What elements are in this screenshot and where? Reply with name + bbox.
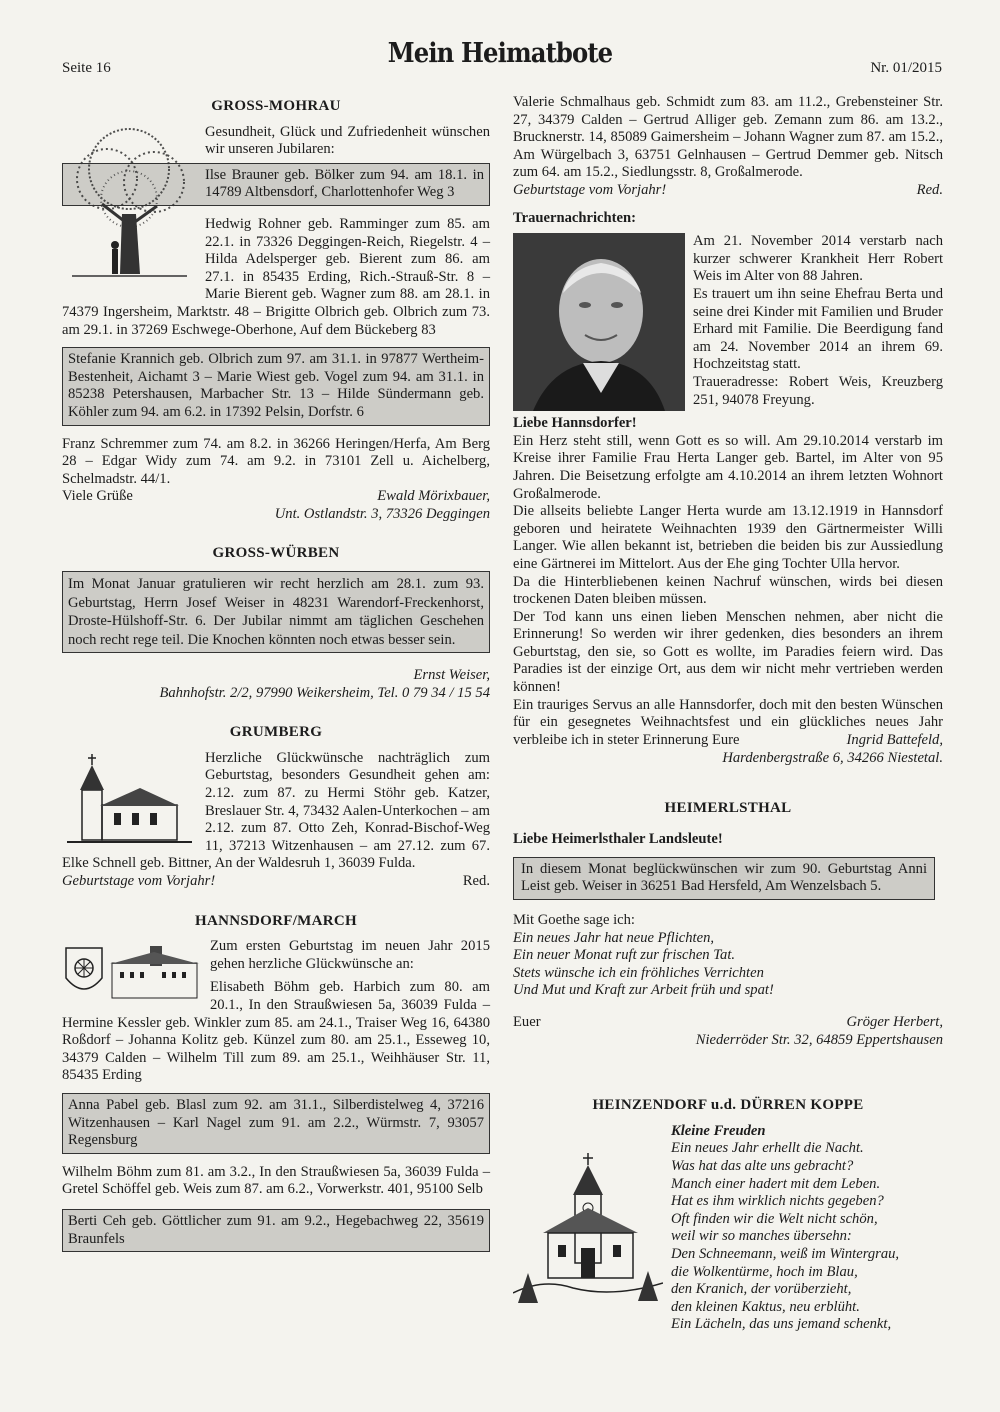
- hm-box-2: Berti Ceh geb. Göttlicher zum 91. am 9.2., Hegebachweg 22, 35619 Braunfels: [62, 1209, 490, 1252]
- he-box: In diesem Monat beglückwünschen wir zum 90. Geburtstag Anni Leist geb. Weiser in 36251 Bad Hersfeld, Am Wenzelsbach 5.: [513, 857, 935, 900]
- he-signature-address: Niederröder Str. 32, 64859 Eppertshausen: [695, 1031, 943, 1048]
- gm-box-2: Stefanie Krannich geb. Olbrich zum 97. am 31.1. in 97877 Wertheim-Bestenheit, Aichamt 3 – Marie Wiest geb. Vogel zum 94. am 31.1. in 85238 Petershausen, Marbacher Str. 13 – Hilde Sündermann geb. Köhler zum 94. am 6.2. in 17392 Pelsin, Dorfstr. 6: [62, 347, 490, 425]
- poem-line: Oft finden wir die Welt nicht schön,: [671, 1210, 878, 1227]
- section-title-heimerlsthal: HEIMERLSTHAL: [664, 799, 792, 816]
- masthead-logo: Mein Heimatbote: [387, 38, 613, 69]
- hm-paragraph-1: Elisabeth Böhm geb. Harbich zum 80. am 20.1., In den Straußwiesen 5a, 36039 Fulda – Hermine Kessler geb. Winkler zum 85. am 24.1., Traiser Weg 16, 64380 Roßdorf – Johanna Kolitz geb. Künzel zum 80. am 25.1., Esseweg 10, 34379 Calden – Wilhelm Till zum 89. am 25.1., Weihhäuser Str. 11, 85435 Erding: [62, 979, 490, 1084]
- poem-line: Manch einer hadert mit dem Leben.: [671, 1175, 881, 1192]
- rc-red: Red.: [916, 181, 943, 198]
- left-column: [62, 94, 490, 1262]
- section-title-grumberg: GRUMBERG: [229, 724, 323, 741]
- poem-line: Hat es ihm wirklich nichts gegeben?: [671, 1193, 884, 1210]
- page-number: Seite 16: [62, 60, 111, 76]
- gm-intro: Gesundheit, Glück und Zufriedenheit wünschen wir unseren Jubilaren:: [205, 123, 490, 158]
- he-signature-name: Gröger Herbert,: [846, 1013, 943, 1030]
- gm-paragraph-1: Hedwig Rohner geb. Ramminger zum 85. am 22.1. in 73326 Deggingen-Reich, Riegelstr. 4 – Hilda Adelsperger geb. Bierent zum 86. am 27.1. in 85435 Erding, Rich.-Strauß-Str. 8 – Marie Bierent geb. Wagner zum 88. am 28.1. in 74379 Ingersheim, Marktstr. 48 – Brigitte Olbrich geb. Olbrich zum 73. am 29.1. in 37269 Eschwege-Oberhone, Auf dem Bückeberg 83: [62, 215, 490, 338]
- section-title-gross-mohrau: GROSS-MOHRAU: [211, 98, 341, 114]
- poem-line: den Kranich, der vorüberzieht,: [671, 1281, 852, 1298]
- poem-line: Ein neues Jahr hat neue Pflichten,: [513, 929, 715, 946]
- gw-signature-address: Bahnhofstr. 2/2, 97990 Weikersheim, Tel. 0 79 34 / 15 54: [159, 684, 490, 701]
- poem-line: Und Mut und Kraft zur Arbeit früh und spat!: [513, 982, 774, 999]
- lh-title: Liebe Hannsdorfer!: [513, 415, 637, 432]
- gr-red: Red.: [462, 873, 490, 889]
- chapel-illustration: [513, 1153, 663, 1313]
- lh-paragraph-2: Die allseits beliebte Langer Herta wurde am 13.12.1919 in Hannsdorf geboren und heiratete Weihnachten 1939 den Gärtnermeister Willi Langer. Wie allen bekannt ist, betrieben die beiden bis zur Aussiedlung eine Gärtnerei im Mittelort. Aus der Ehe ging Tochter Ulla hervor.: [513, 503, 943, 572]
- he-intro: Mit Goethe sage ich:: [513, 912, 635, 928]
- gm-greeting: Viele Grüße: [62, 488, 133, 505]
- hm-intro: Zum ersten Geburtstag im neuen Jahr 2015 gehen herzliche Glückwünsche an:: [210, 938, 490, 972]
- gm-paragraph-2: Franz Schremmer zum 74. am 8.2. in 36266 Heringen/Herfa, Am Berg 28 – Edgar Widy zum 74. am 9.2. in 73101 Zell u. Aichelberg, Schelmadstr. 44/1.: [62, 435, 490, 487]
- poem-line: die Wolkentürme, hoch im Blau,: [671, 1263, 858, 1280]
- lh-paragraph-5: Ein trauriges Servus an alle Hannsdorfer, doch mit den besten Wünschen für ein gesegnetes Weihnachtsfest und ein glückliches neues Jahr verbleibe ich in steter Erinnerung Eure: [513, 696, 943, 748]
- lh-paragraph-4: Der Tod kann uns einen lieben Menschen nehmen, aber nicht die Erinnerung! So werden wir ihrer gedenken, dies besonders an ihrem Geburtstag, den sie, so Gott es wollte, im Paradies feiern wird. Das Paradies ist der einzige Ort, aus dem wir nicht mehr vertrieben werden können!: [513, 608, 943, 696]
- gr-note: Geburtstage vom Vorjahr!: [62, 873, 216, 889]
- poem-title: Kleine Freuden: [671, 1122, 766, 1139]
- poem-line: Ein neues Jahr erhellt die Nacht.: [671, 1140, 864, 1157]
- gm-signature-name: Ewald Mörixbauer,: [377, 488, 490, 505]
- lh-signature-address: Hardenbergstraße 6, 34266 Niestetal.: [722, 750, 943, 767]
- coat-of-arms-and-castle: [62, 938, 202, 1008]
- section-title-heinzendorf: HEINZENDORF u.d. DÜRREN KOPPE: [592, 1097, 864, 1114]
- poem-line: Stets wünsche ich ein fröhliches Verrichten: [513, 964, 764, 981]
- section-title-hannsdorf: HANNSDORF/MARCH: [195, 912, 357, 929]
- gw-signature-name: Ernst Weiser,: [413, 667, 490, 684]
- gw-box: Im Monat Januar gratulieren wir recht herzlich am 28.1. zum 93. Geburtstag, Herrn Josef Weiser in 48231 Warendorf-Freckenhorst, Droste-Hülshoff-Str. 6. Der Jubilar nimmt am täglichen Geschehen noch recht rege teil. Die Knochen könnten noch etwas besser sein.: [62, 571, 490, 653]
- gm-signature-address: Unt. Ostlandstr. 3, 73326 Deggingen: [274, 505, 490, 522]
- right-column: [513, 94, 943, 1334]
- trauer-text-1: Am 21. November 2014 verstarb nach kurzer schwerer Krankheit Herr Robert Weis im Alter von 88 Jahren.: [693, 233, 943, 285]
- he-subtitle: Liebe Heimerlsthaler Landsleute!: [513, 831, 723, 848]
- lh-signature-name: Ingrid Battefeld,: [846, 732, 943, 749]
- hm-paragraph-2: Wilhelm Böhm zum 81. am 3.2., In den Straußwiesen 5a, 36039 Fulda – Gretel Schöffel geb. Weis zum 87. am 6.2., Vorwerkstr. 401, 95100 Selb: [62, 1163, 490, 1198]
- tree-illustration: [62, 124, 197, 284]
- church-illustration: [62, 750, 197, 850]
- trauer-text-3: Traueradresse: Robert Weis, Kreuzberg 251, 94078 Freyung.: [693, 373, 943, 408]
- poem-line: Den Schneemann, weiß im Wintergrau,: [671, 1245, 900, 1262]
- trauer-title: Trauernachrichten:: [513, 209, 636, 226]
- he-euer: Euer: [513, 1013, 541, 1030]
- rc-continued-birthdays: Valerie Schmalhaus geb. Schmidt zum 83. am 11.2., Grebensteiner Str. 27, 34379 Calden – Gertrud Alliger geb. Zemann zum 86. am 13.2., Brucknerstr. 14, 85089 Gaimersheim – Johann Wagner zum 87. am 15.2., Am Würgelbach 3, 63751 Gelnhausen – Gertrud Demmer geb. Nitsch zum 64. am 15.2., Siedlungsstr. 8, Großalmerode.: [513, 94, 943, 181]
- gm-box-1: Ilse Brauner geb. Bölker zum 94. am 18.1. in 14789 Altbensdorf, Charlottenhofer Weg 3: [62, 163, 490, 206]
- poem-line: Ein Lächeln, das uns jemand schenkt,: [671, 1316, 892, 1333]
- portrait-photo: [513, 233, 685, 411]
- issue-number: Nr. 01/2015: [870, 60, 942, 76]
- section-title-gross-wuerben: GROSS-WÜRBEN: [212, 545, 340, 562]
- poem-line: Was hat das alte uns gebracht?: [671, 1157, 854, 1174]
- poem-line: den kleinen Kaktus, neu erblüht.: [671, 1298, 860, 1315]
- he-poem: [513, 930, 943, 1000]
- hm-box-1: Anna Pabel geb. Blasl zum 92. am 31.1., Silberdistelweg 4, 37216 Witzenhausen – Karl Nagel zum 91. am 2.2., Würmstr. 7, 93057 Regensburg: [62, 1093, 490, 1154]
- lh-paragraph-1: Ein Herz steht still, wenn Gott es so will. Am 29.10.2014 verstarb im Kreise ihrer Familie Frau Herta Langer geb. Bartel, im Alter von 95 Jahren. Die Beisetzung erfolgte am 4.10.2014 an ihrem letzten Wohnort Großalmerode.: [513, 432, 943, 502]
- lh-paragraph-3: Da die Hinterbliebenen keinen Nachruf wünschen, wirds bei diesen trockenen Daten bleiben müssen.: [513, 573, 943, 608]
- rc-note: Geburtstage vom Vorjahr!: [513, 181, 667, 198]
- poem-line: Ein neuer Monat ruft zur frischen Tat.: [513, 947, 736, 964]
- trauer-text-2: Es trauert um ihn seine Ehefrau Berta und seine drei Kinder mit Familien und Bruder Erhard mit Familie. Die Beerdigung fand am 24. November 2014 an ihrem 69. Hochzeitstag statt.: [693, 285, 943, 373]
- poem-line: weil wir so manches übersehn:: [671, 1228, 852, 1245]
- gr-text: Herzliche Glückwünsche nachträglich zum Geburtstag, besonders Gesundheit gehen am: 2.12. zum 87. zu Hermi Stöhr geb. Katzer, Breslauer Str. 4, 73432 Aalen-Unterkochen – am 2.12. zum 87. Otto Zeh, Konrad-Bischof-Weg 11, 37213 Witzenhausen – am 27.12. zum 67. Elke Schnell geb. Bittner, An der Waldesruh 1, 36039 Fulda.: [62, 749, 490, 872]
